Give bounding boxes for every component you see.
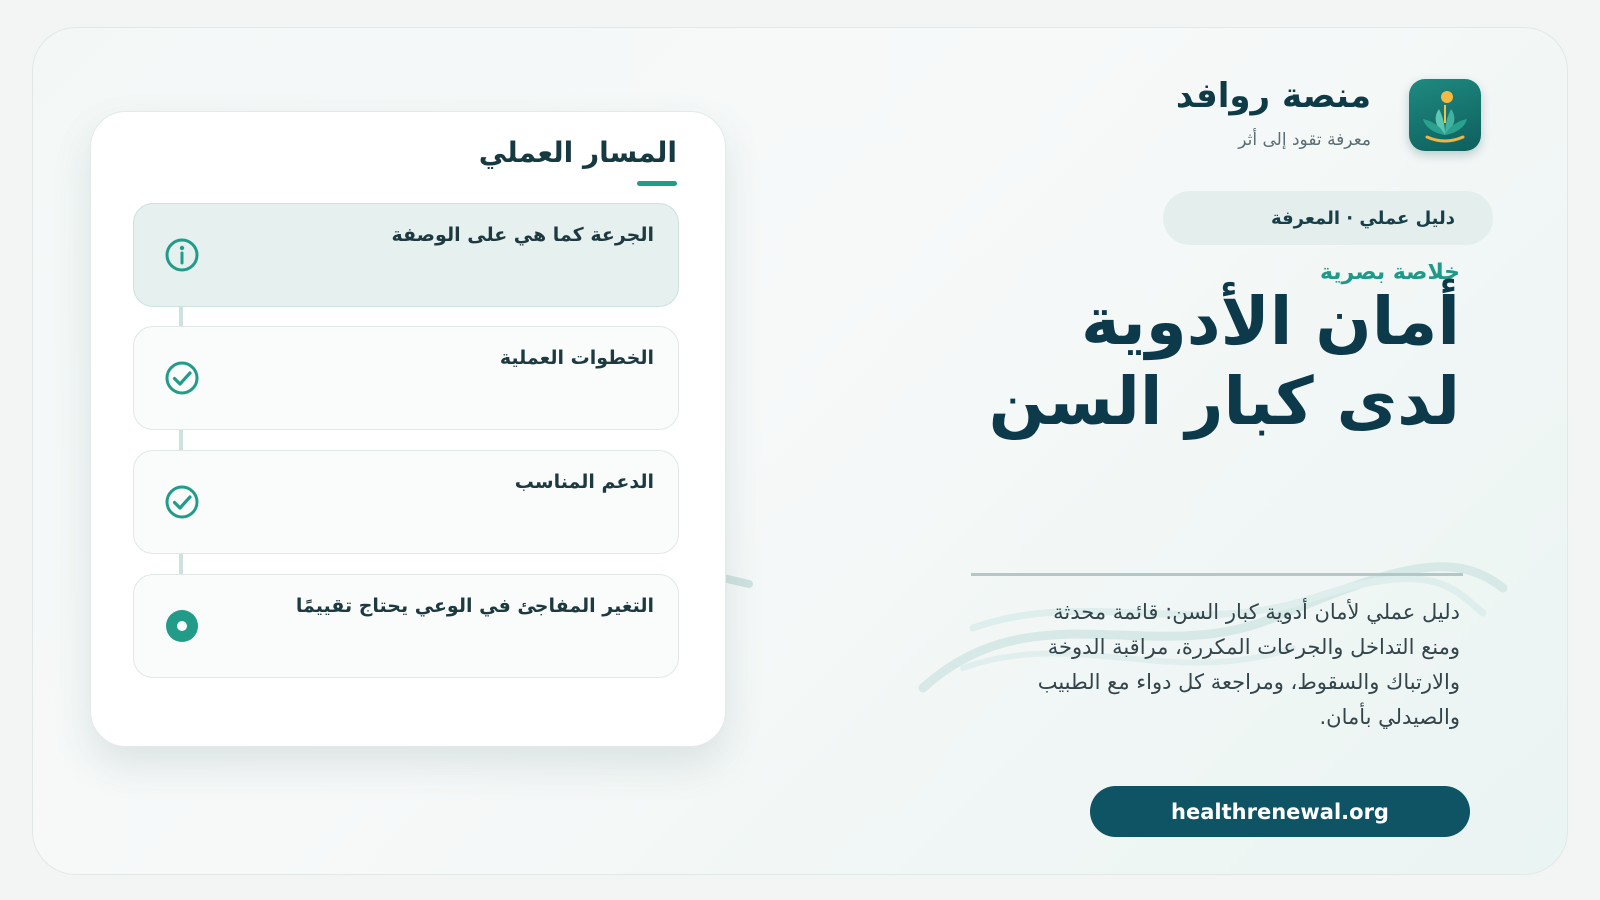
- card-frame: [32, 27, 1568, 875]
- lotus-icon: [1409, 79, 1481, 151]
- headline-line-1: أمان الأدوية: [1080, 283, 1460, 360]
- step-connector: [179, 307, 183, 327]
- step-connector: [179, 553, 183, 575]
- brand-name: منصة روافد: [1175, 76, 1371, 116]
- step-item-support[interactable]: [133, 450, 679, 554]
- dot-circle-icon: [164, 608, 200, 644]
- step-label: الدعم المناسب: [514, 471, 654, 493]
- step-label: الجرعة كما هي على الوصفة: [391, 224, 654, 246]
- check-circle-icon: [164, 360, 200, 396]
- headline: [989, 282, 1460, 442]
- category-chip: دليل عملي · المعرفة: [1163, 191, 1493, 245]
- website-link-button[interactable]: healthrenewal.org: [1090, 786, 1470, 837]
- step-connector: [179, 430, 183, 451]
- info-icon: [164, 237, 200, 273]
- panel-title-underline: [637, 181, 677, 186]
- description: دليل عملي لأمان أدوية كبار السن: قائمة محدثة ومنع التداخل والجرعات المكررة، مراقبة الدوخة والارتباك والسقوط، ومراجعة كل دواء مع الطبيب والصيدلي بأمان.: [1037, 600, 1460, 729]
- step-item-practical-steps[interactable]: [133, 326, 679, 430]
- headline-line-2: لدى كبار السن: [988, 363, 1460, 440]
- step-item-dosage[interactable]: [133, 203, 679, 307]
- step-label: التغير المفاجئ في الوعي يحتاج تقييمًا: [295, 595, 654, 617]
- brand-logo: [1409, 79, 1481, 151]
- eyebrow-label: خلاصة بصرية: [1319, 260, 1460, 285]
- check-circle-icon: [164, 484, 200, 520]
- practical-path-panel: [90, 111, 726, 747]
- panel-title: المسار العملي: [478, 136, 677, 169]
- step-label: الخطوات العملية: [499, 347, 654, 369]
- brand-tagline: معرفة تقود إلى أثر: [1238, 130, 1371, 150]
- step-item-sudden-change[interactable]: [133, 574, 679, 678]
- divider: [971, 573, 1463, 576]
